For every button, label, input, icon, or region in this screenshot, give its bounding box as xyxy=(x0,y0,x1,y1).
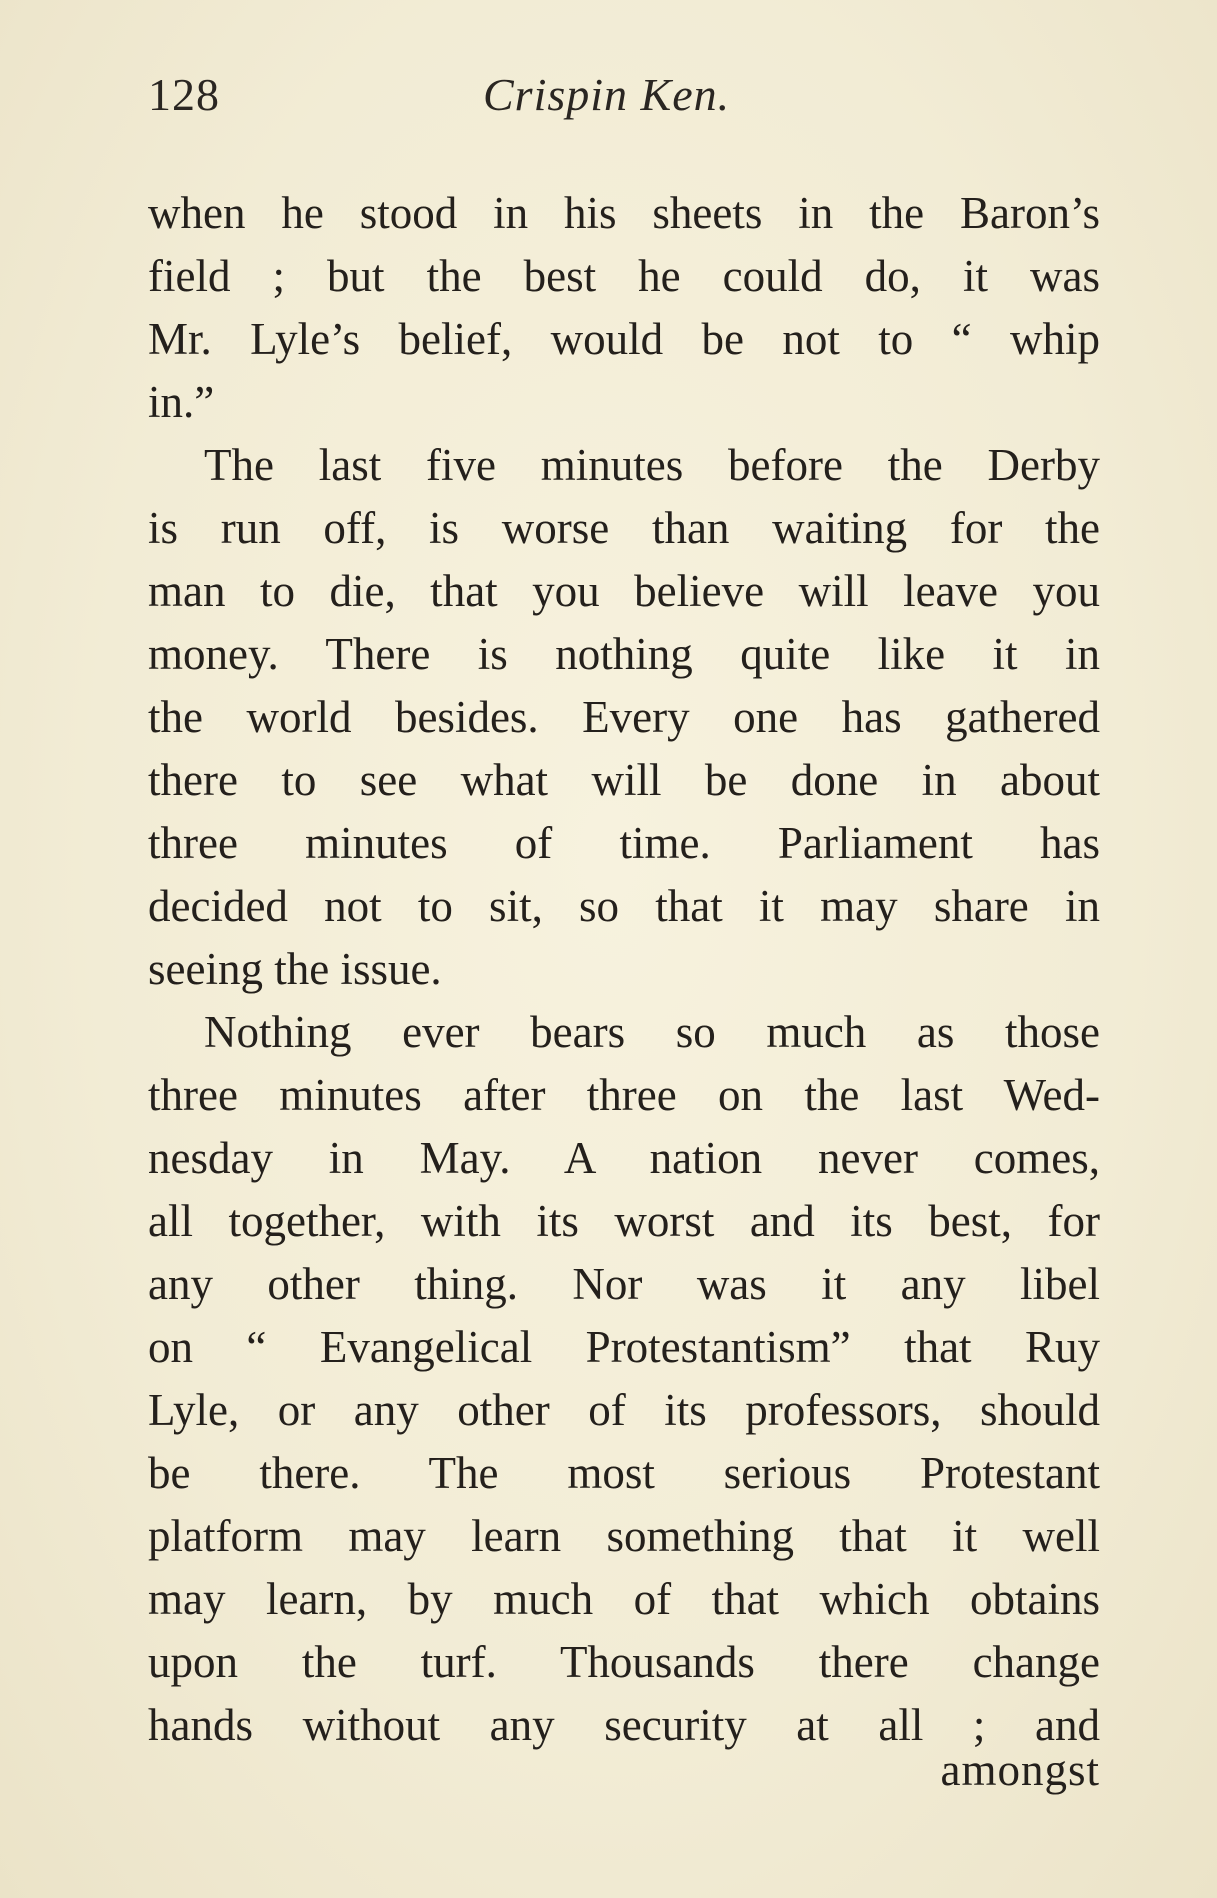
catchword: amongst xyxy=(940,1745,1100,1795)
text-line: there to see what will be done in about xyxy=(148,755,1100,805)
text-line: in.” xyxy=(148,377,215,427)
text-line: when he stood in his sheets in the Baron’s xyxy=(148,188,1100,238)
text-line: Nothing ever bears so much as those xyxy=(204,1007,1100,1057)
text-line: all together, with its worst and its best, for xyxy=(148,1196,1100,1246)
text-line: The last five minutes before the Derby xyxy=(204,440,1100,490)
text-line: three minutes after three on the last Wed- xyxy=(148,1070,1100,1120)
text-line: decided not to sit, so that it may share in xyxy=(148,881,1100,931)
paragraph xyxy=(148,434,1100,1001)
text-line: on “ Evangelical Protestantism” that Ruy xyxy=(148,1322,1100,1372)
page-number: 128 xyxy=(148,69,220,120)
text-line: may learn, by much of that which obtains xyxy=(148,1574,1100,1624)
text-line: the world besides. Every one has gathered xyxy=(148,692,1100,742)
text-line: nesday in May. A nation never comes, xyxy=(148,1133,1100,1183)
text-line: hands without any security at all ; and xyxy=(148,1700,1100,1750)
text-line: seeing the issue. xyxy=(148,944,442,994)
text-line: man to die, that you believe will leave you xyxy=(148,566,1100,616)
running-header xyxy=(148,68,1100,128)
text-line: Lyle, or any other of its professors, should xyxy=(148,1385,1100,1435)
text-line: be there. The most serious Protestant xyxy=(148,1448,1100,1498)
text-line: money. There is nothing quite like it in xyxy=(148,629,1100,679)
body-text xyxy=(148,182,1100,1757)
paragraph xyxy=(148,1001,1100,1757)
text-line: Mr. Lyle’s belief, would be not to “ whip xyxy=(148,314,1100,364)
text-line: platform may learn something that it well xyxy=(148,1511,1100,1561)
text-line: three minutes of time. Parliament has xyxy=(148,818,1100,868)
text-line: field ; but the best he could do, it was xyxy=(148,251,1100,301)
text-line: any other thing. Nor was it any libel xyxy=(148,1259,1100,1309)
text-line: upon the turf. Thousands there change xyxy=(148,1637,1100,1687)
paragraph xyxy=(148,182,1100,434)
text-line: is run off, is worse than waiting for the xyxy=(148,503,1100,553)
running-title: Crispin Ken. xyxy=(483,69,731,120)
